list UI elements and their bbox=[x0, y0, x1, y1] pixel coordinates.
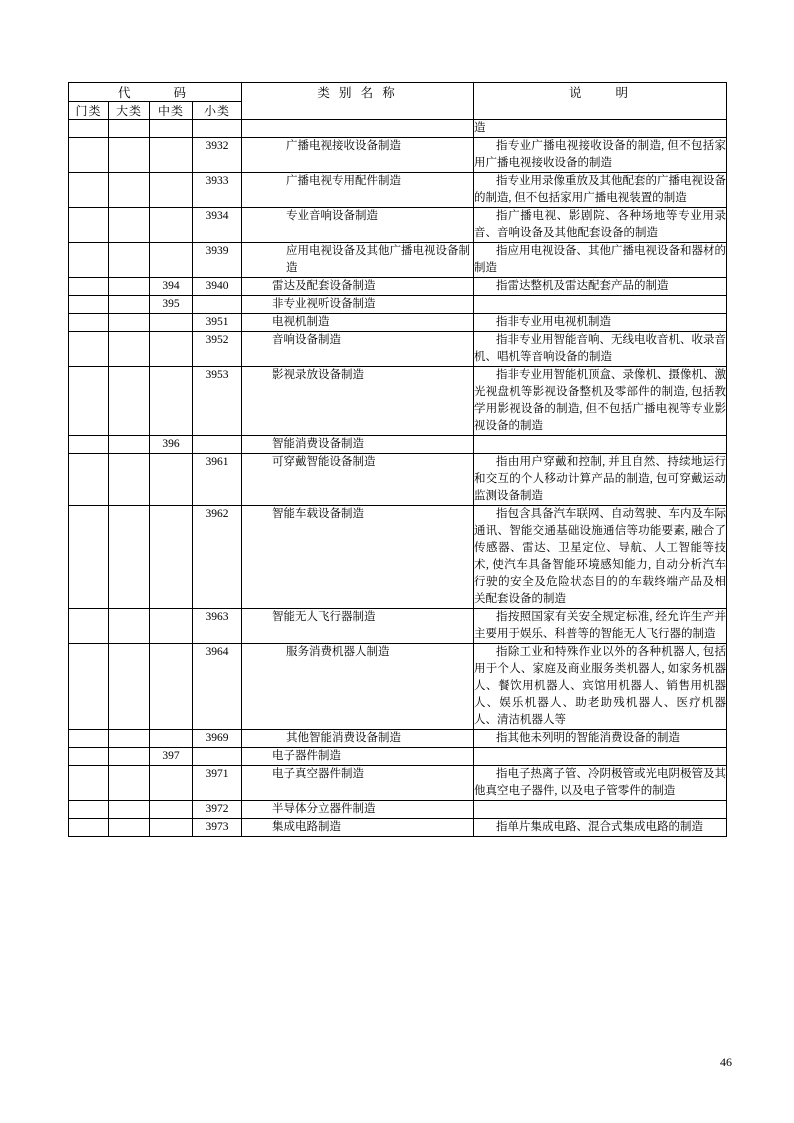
table-row bbox=[69, 766, 727, 801]
cell-dalei bbox=[109, 138, 150, 173]
cell-xiaolei: 3963 bbox=[193, 609, 242, 644]
cell-desc bbox=[474, 314, 727, 332]
cell-menlei bbox=[69, 367, 109, 436]
desc-paragraph: 指包含具备汽车联网、自动驾驶、车内及车际通讯、智能交通基础设施通信等功能要素, 融合了传感器、雷达、卫星定位、导航、人工智能等技术, 使汽车具备智能环境感知能力, 自动分析汽车行驶的安全及危险状态目的的车载终端产品及相关配套设备的制造 bbox=[474, 508, 727, 605]
cell-zhonglei bbox=[150, 120, 193, 138]
cell-desc bbox=[474, 296, 727, 314]
cell-xiaolei: 3953 bbox=[193, 367, 242, 436]
desc-paragraph: 指专业用录像重放及其他配套的广播电视设备的制造, 但不包括家用广播电视装置的制造 bbox=[474, 175, 727, 204]
cell-name bbox=[242, 208, 474, 243]
cell-xiaolei: 3934 bbox=[193, 208, 242, 243]
cell-dalei bbox=[109, 120, 150, 138]
desc-paragraph: 指由用户穿戴和控制, 并且自然、持续地运行和交互的个人移动计算产品的制造, 包可穿戴运动监测设备制造 bbox=[474, 456, 727, 502]
cell-desc bbox=[474, 208, 727, 243]
cell-menlei bbox=[69, 173, 109, 208]
category-name: 雷达及配套设备制造 bbox=[272, 280, 376, 292]
category-name: 非专业视听设备制造 bbox=[272, 298, 376, 310]
table-row bbox=[69, 278, 727, 296]
category-name: 专业音响设备制造 bbox=[286, 210, 379, 222]
table-row bbox=[69, 243, 727, 278]
category-name: 智能车载设备制造 bbox=[272, 508, 365, 520]
cell-dalei bbox=[109, 730, 150, 748]
cell-dalei bbox=[109, 644, 150, 730]
category-name: 智能无人飞行器制造 bbox=[272, 611, 376, 623]
cell-menlei bbox=[69, 506, 109, 609]
table-body bbox=[69, 120, 727, 837]
category-name: 其他智能消费设备制造 bbox=[286, 732, 402, 744]
category-name: 可穿戴智能设备制造 bbox=[272, 456, 376, 468]
cell-zhonglei bbox=[150, 766, 193, 801]
cell-xiaolei bbox=[193, 436, 242, 454]
cell-menlei bbox=[69, 243, 109, 278]
cell-name bbox=[242, 436, 474, 454]
cell-desc bbox=[474, 173, 727, 208]
cell-name bbox=[242, 506, 474, 609]
cell-menlei bbox=[69, 296, 109, 314]
cell-desc-carryover bbox=[474, 120, 727, 138]
table-row bbox=[69, 208, 727, 243]
desc-paragraph: 指应用电视设备、其他广播电视设备和器材的制造 bbox=[474, 245, 727, 274]
cell-xiaolei: 3933 bbox=[193, 173, 242, 208]
cell-zhonglei: 396 bbox=[150, 436, 193, 454]
cell-name bbox=[242, 296, 474, 314]
cell-zhonglei bbox=[150, 243, 193, 278]
cell-zhonglei: 394 bbox=[150, 278, 193, 296]
cell-zhonglei: 395 bbox=[150, 296, 193, 314]
cell-xiaolei: 3972 bbox=[193, 801, 242, 819]
cell-menlei bbox=[69, 278, 109, 296]
cell-zhonglei bbox=[150, 173, 193, 208]
desc-empty bbox=[474, 298, 477, 310]
cell-xiaolei: 3971 bbox=[193, 766, 242, 801]
cell-dalei bbox=[109, 506, 150, 609]
table-row bbox=[69, 436, 727, 454]
desc-paragraph: 指按照国家有关安全规定标准, 经允许生产并主要用于娱乐、科普等的智能无人飞行器的制造 bbox=[474, 611, 727, 640]
category-name: 广播电视接收设备制造 bbox=[286, 140, 402, 152]
cell-menlei bbox=[69, 314, 109, 332]
desc-paragraph: 指非专业用智能音响、无线电收音机、收录音机、唱机等音响设备的制造 bbox=[474, 334, 727, 363]
table-row bbox=[69, 801, 727, 819]
cell-xiaolei: 3951 bbox=[193, 314, 242, 332]
table-row bbox=[69, 506, 727, 609]
cell-name bbox=[242, 278, 474, 296]
header-menlei: 门类 bbox=[69, 102, 109, 120]
cell-dalei bbox=[109, 801, 150, 819]
table-row bbox=[69, 332, 727, 367]
table-row bbox=[69, 138, 727, 173]
cell-desc bbox=[474, 748, 727, 766]
cell-zhonglei bbox=[150, 730, 193, 748]
table-row bbox=[69, 314, 727, 332]
cell-xiaolei: 3961 bbox=[193, 454, 242, 506]
cell-menlei bbox=[69, 748, 109, 766]
table-row-carryover bbox=[69, 120, 727, 138]
cell-xiaolei: 3969 bbox=[193, 730, 242, 748]
desc-paragraph: 指专业广播电视接收设备的制造, 但不包括家用广播电视接收设备的制造 bbox=[474, 140, 727, 169]
cell-menlei bbox=[69, 436, 109, 454]
table-row bbox=[69, 748, 727, 766]
cell-zhonglei bbox=[150, 609, 193, 644]
cell-xiaolei: 3952 bbox=[193, 332, 242, 367]
cell-menlei bbox=[69, 644, 109, 730]
cell-desc bbox=[474, 138, 727, 173]
cell-xiaolei bbox=[193, 748, 242, 766]
desc-paragraph: 指非专业用电视机制造 bbox=[496, 316, 612, 328]
desc-empty bbox=[474, 803, 477, 815]
cell-menlei bbox=[69, 332, 109, 367]
cell-zhonglei bbox=[150, 506, 193, 609]
table-row bbox=[69, 367, 727, 436]
cell-xiaolei bbox=[193, 120, 242, 138]
cell-desc bbox=[474, 454, 727, 506]
cell-dalei bbox=[109, 332, 150, 367]
cell-xiaolei: 3973 bbox=[193, 819, 242, 837]
page-number: 46 bbox=[720, 1055, 732, 1069]
cell-menlei bbox=[69, 120, 109, 138]
table-row bbox=[69, 454, 727, 506]
cell-desc bbox=[474, 243, 727, 278]
category-name: 影视录放设备制造 bbox=[272, 369, 365, 381]
desc-empty bbox=[474, 438, 477, 450]
table-row bbox=[69, 173, 727, 208]
desc-paragraph: 指电子热离子管、冷阴极管或光电阴极管及其他真空电子器件, 以及电子管零件的制造 bbox=[474, 768, 727, 797]
desc-line: 造 bbox=[474, 122, 486, 134]
cell-name bbox=[242, 748, 474, 766]
cell-xiaolei bbox=[193, 296, 242, 314]
category-name: 电子真空器件制造 bbox=[272, 768, 365, 780]
cell-xiaolei: 3940 bbox=[193, 278, 242, 296]
header-xiaolei: 小类 bbox=[193, 102, 242, 120]
category-name: 电视机制造 bbox=[272, 316, 330, 328]
cell-name bbox=[242, 138, 474, 173]
cell-desc bbox=[474, 819, 727, 837]
category-name: 音响设备制造 bbox=[272, 334, 342, 346]
category-name: 集成电路制造 bbox=[272, 821, 342, 833]
cell-menlei bbox=[69, 208, 109, 243]
cell-desc bbox=[474, 730, 727, 748]
table-row bbox=[69, 730, 727, 748]
cell-dalei bbox=[109, 173, 150, 208]
category-name: 电子器件制造 bbox=[272, 750, 342, 762]
cell-dalei bbox=[109, 278, 150, 296]
cell-dalei bbox=[109, 314, 150, 332]
cell-dalei bbox=[109, 766, 150, 801]
cell-name bbox=[242, 609, 474, 644]
cell-menlei bbox=[69, 730, 109, 748]
cell-menlei bbox=[69, 801, 109, 819]
cell-zhonglei bbox=[150, 314, 193, 332]
table-header-row-top bbox=[69, 83, 727, 102]
cell-desc bbox=[474, 506, 727, 609]
cell-xiaolei: 3932 bbox=[193, 138, 242, 173]
classification-table bbox=[68, 82, 727, 837]
cell-name bbox=[242, 173, 474, 208]
cell-desc bbox=[474, 367, 727, 436]
table-row bbox=[69, 609, 727, 644]
cell-name bbox=[242, 454, 474, 506]
header-code-group: 代 码 bbox=[69, 83, 242, 102]
cell-zhonglei bbox=[150, 454, 193, 506]
desc-paragraph: 指非专业用智能机顶盒、录像机、摄像机、激光视盘机等影视设备整机及零部件的制造, 包括教学用影视设备的制造, 但不包括广播电视等专业影视设备的制造 bbox=[474, 369, 727, 432]
cell-dalei bbox=[109, 436, 150, 454]
cell-dalei bbox=[109, 609, 150, 644]
cell-zhonglei bbox=[150, 801, 193, 819]
category-name: 半导体分立器件制造 bbox=[272, 803, 376, 815]
cell-desc bbox=[474, 278, 727, 296]
cell-zhonglei bbox=[150, 367, 193, 436]
desc-paragraph: 指其他未列明的智能消费设备的制造 bbox=[496, 732, 681, 744]
cell-name bbox=[242, 819, 474, 837]
header-description: 说 明 bbox=[474, 83, 727, 120]
table-row bbox=[69, 819, 727, 837]
cell-dalei bbox=[109, 208, 150, 243]
cell-dalei bbox=[109, 296, 150, 314]
cell-name bbox=[242, 332, 474, 367]
desc-paragraph: 指雷达整机及雷达配套产品的制造 bbox=[496, 280, 669, 292]
cell-zhonglei bbox=[150, 819, 193, 837]
cell-menlei bbox=[69, 138, 109, 173]
cell-desc bbox=[474, 332, 727, 367]
cell-dalei bbox=[109, 454, 150, 506]
cell-desc bbox=[474, 436, 727, 454]
cell-menlei bbox=[69, 766, 109, 801]
category-name: 广播电视专用配件制造 bbox=[286, 175, 402, 187]
cell-dalei bbox=[109, 819, 150, 837]
cell-dalei bbox=[109, 748, 150, 766]
cell-desc bbox=[474, 766, 727, 801]
cell-zhonglei bbox=[150, 208, 193, 243]
cell-xiaolei: 3939 bbox=[193, 243, 242, 278]
cell-name bbox=[242, 730, 474, 748]
cell-name bbox=[242, 120, 474, 138]
desc-empty bbox=[474, 750, 477, 762]
header-dalei: 大类 bbox=[109, 102, 150, 120]
cell-desc bbox=[474, 609, 727, 644]
cell-menlei bbox=[69, 454, 109, 506]
cell-zhonglei: 397 bbox=[150, 748, 193, 766]
cell-zhonglei bbox=[150, 332, 193, 367]
cell-xiaolei: 3964 bbox=[193, 644, 242, 730]
desc-paragraph: 指单片集成电路、混合式集成电路的制造 bbox=[496, 821, 704, 833]
category-name: 智能消费设备制造 bbox=[272, 438, 365, 450]
cell-zhonglei bbox=[150, 138, 193, 173]
cell-xiaolei: 3962 bbox=[193, 506, 242, 609]
cell-desc bbox=[474, 801, 727, 819]
table-row bbox=[69, 296, 727, 314]
desc-paragraph: 指除工业和特殊作业以外的各种机器人, 包括用于个人、家庭及商业服务类机器人, 如家务机器人、餐饮用机器人、宾馆用机器人、销售用机器人、娱乐机器人、助老助残机器人、医疗机器人、清洁机器人等 bbox=[474, 646, 727, 726]
header-category-name: 类 别 名 称 bbox=[242, 83, 474, 120]
category-name: 服务消费机器人制造 bbox=[286, 646, 390, 658]
cell-dalei bbox=[109, 243, 150, 278]
desc-paragraph: 指广播电视、影剧院、各种场地等专业用录音、音响设备及其他配套设备的制造 bbox=[474, 210, 727, 239]
cell-dalei bbox=[109, 367, 150, 436]
cell-desc bbox=[474, 644, 727, 730]
category-name: 应用电视设备及其他广播电视设备制造 bbox=[286, 245, 471, 274]
header-zhonglei: 中类 bbox=[150, 102, 193, 120]
cell-name bbox=[242, 243, 474, 278]
cell-name bbox=[242, 644, 474, 730]
cell-menlei bbox=[69, 819, 109, 837]
cell-name bbox=[242, 367, 474, 436]
cell-zhonglei bbox=[150, 644, 193, 730]
cell-menlei bbox=[69, 609, 109, 644]
cell-name bbox=[242, 801, 474, 819]
table-row bbox=[69, 644, 727, 730]
cell-name bbox=[242, 314, 474, 332]
cell-name bbox=[242, 766, 474, 801]
